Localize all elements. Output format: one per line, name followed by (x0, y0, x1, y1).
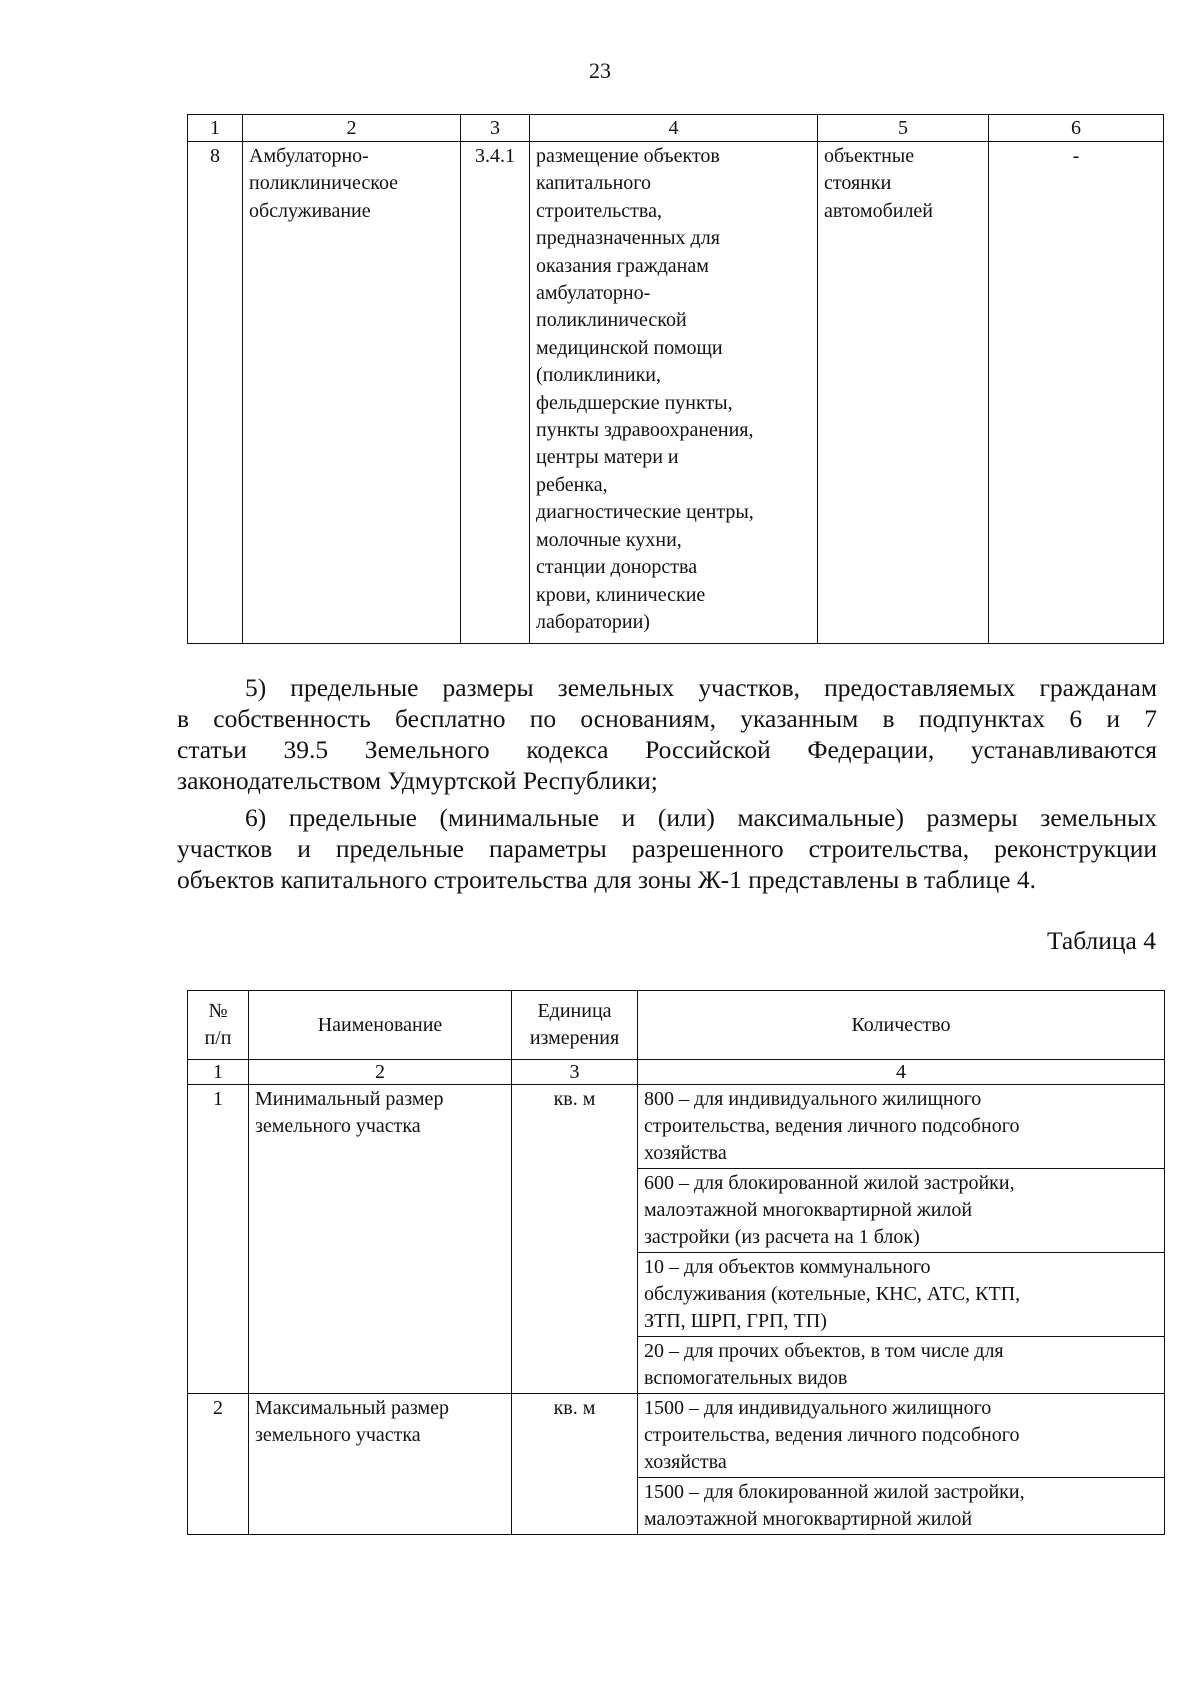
col-number-2: 2 (243, 115, 461, 142)
description-line: оказания гражданам (536, 254, 709, 277)
quantity-value (638, 1169, 1165, 1253)
description-line: строительства, (536, 199, 662, 222)
value-line: 600 – для блокированной жилой застройки, (644, 1172, 1015, 1194)
description-line: пункты здравоохранения, (536, 419, 754, 442)
col-number: 1 (188, 1060, 249, 1085)
col-number-1: 1 (188, 115, 243, 142)
quantity-value (638, 1085, 1165, 1169)
description-line: лаборатории) (536, 610, 650, 633)
quantity-value (638, 1337, 1165, 1394)
paragraph-line: законодательством Удмуртской Республики; (177, 766, 658, 795)
description-line: размещение объектов (536, 145, 720, 167)
use-description (530, 142, 818, 644)
use-type-name (243, 142, 461, 644)
value-line: 1500 – для блокированной жилой застройки, (644, 1481, 1025, 1503)
quantity-value (638, 1478, 1165, 1535)
value-line: 20 – для прочих объектов, в том числе для (644, 1340, 1004, 1362)
col6-value: - (989, 142, 1164, 644)
row-number: 8 (188, 142, 243, 644)
description-line: молочные кухни, (536, 528, 682, 551)
description-line: капитального (536, 172, 651, 195)
row-number: 2 (188, 1394, 249, 1535)
header-name: Наименование (249, 991, 512, 1060)
header-unit (512, 991, 638, 1060)
auxiliary-line: объектные (824, 145, 915, 167)
header-line: № (208, 1000, 228, 1022)
col-number-3: 3 (461, 115, 530, 142)
value-line: ЗТП, ШРП, ГРП, ТП) (644, 1310, 827, 1332)
use-code: 3.4.1 (461, 142, 530, 644)
land-plot-limits-table (187, 990, 1165, 1535)
auxiliary-line: автомобилей (824, 199, 934, 222)
value-line: 800 – для индивидуального жилищного (644, 1088, 982, 1110)
value-line: хозяйства (644, 1451, 727, 1473)
table-caption: Таблица 4 (1046, 926, 1156, 955)
paragraph-line: 5) предельные размеры земельных участков, предоставляемых гражданам (245, 673, 1157, 702)
description-line: амбулаторно- (536, 282, 651, 305)
value-line: малоэтажной многоквартирной жилой (644, 1508, 973, 1530)
value-line: малоэтажной многоквартирной жилой (644, 1199, 973, 1221)
auxiliary-use (818, 142, 989, 644)
header-line: измерения (529, 1027, 620, 1049)
name-line: Амбулаторно- (249, 145, 369, 167)
description-line: диагностические центры, (536, 501, 754, 524)
header-line: п/п (204, 1027, 232, 1049)
column-number-row (188, 1060, 1165, 1085)
table-row (188, 1085, 1165, 1169)
header-line: Единица (537, 1000, 612, 1022)
value-line: обслуживания (котельные, КНС, АТС, КТП, (644, 1283, 1021, 1305)
value-line: застройки (из расчета на 1 блок) (644, 1226, 920, 1248)
paragraph-line: 6) предельные (минимальные и (или) максимальные) размеры земельных (245, 803, 1157, 832)
row-number: 1 (188, 1085, 249, 1394)
name-line: поликлиническое (249, 172, 399, 195)
header-number (188, 991, 249, 1060)
col-number: 2 (249, 1060, 512, 1085)
paragraph-5 (177, 672, 1157, 796)
name-line: обслуживание (249, 199, 371, 222)
description-line: поликлинической (536, 309, 687, 332)
unit: кв. м (512, 1085, 638, 1394)
value-line: вспомогательных видов (644, 1367, 848, 1389)
name-line: Максимальный размер (255, 1397, 450, 1419)
quantity-value (638, 1394, 1165, 1478)
paragraph-line: объектов капитального строительства для зоны Ж-1 представлены в таблице 4. (177, 865, 1036, 894)
quantity-value (638, 1253, 1165, 1337)
paragraph-6 (177, 802, 1157, 895)
table-header-row (188, 115, 1164, 142)
description-line: крови, клинические (536, 583, 706, 606)
paragraph-line: в собственность бесплатно по основаниям, указанным в подпунктах 6 и 7 (177, 704, 1157, 733)
col-number: 3 (512, 1060, 638, 1085)
parameter-name (249, 1085, 512, 1394)
value-line: хозяйства (644, 1142, 727, 1164)
page-number: 23 (589, 58, 611, 83)
auxiliary-line: стоянки (824, 172, 892, 195)
table-row (188, 1394, 1165, 1478)
land-use-table-continuation (187, 114, 1164, 644)
description-line: станции донорства (536, 556, 698, 579)
description-line: (поликлиники, (536, 364, 662, 387)
paragraph-line: статьи 39.5 Земельного кодекса Российской Федерации, устанавливаются (177, 735, 1157, 764)
paragraph-line: участков и предельные параметры разрешенного строительства, реконструкции (177, 834, 1157, 863)
name-line: Минимальный размер (255, 1088, 444, 1110)
header-quantity: Количество (638, 991, 1165, 1060)
table-header-row (188, 991, 1165, 1060)
col-number-4: 4 (530, 115, 818, 142)
name-line: земельного участка (255, 1115, 421, 1137)
value-line: 1500 – для индивидуального жилищного (644, 1397, 992, 1419)
value-line: строительства, ведения личного подсобного (644, 1115, 1020, 1137)
name-line: земельного участка (255, 1424, 421, 1446)
col-number: 4 (638, 1060, 1165, 1085)
table-row (188, 142, 1164, 644)
description-line: предназначенных для (536, 227, 720, 250)
value-line: строительства, ведения личного подсобного (644, 1424, 1020, 1446)
description-line: центры матери и (536, 446, 679, 469)
description-line: ребенка, (536, 473, 608, 496)
unit: кв. м (512, 1394, 638, 1535)
parameter-name (249, 1394, 512, 1535)
value-line: 10 – для объектов коммунального (644, 1256, 931, 1278)
description-line: медицинской помощи (536, 336, 723, 359)
col-number-5: 5 (818, 115, 989, 142)
col-number-6: 6 (989, 115, 1164, 142)
description-line: фельдшерские пункты, (536, 391, 733, 414)
